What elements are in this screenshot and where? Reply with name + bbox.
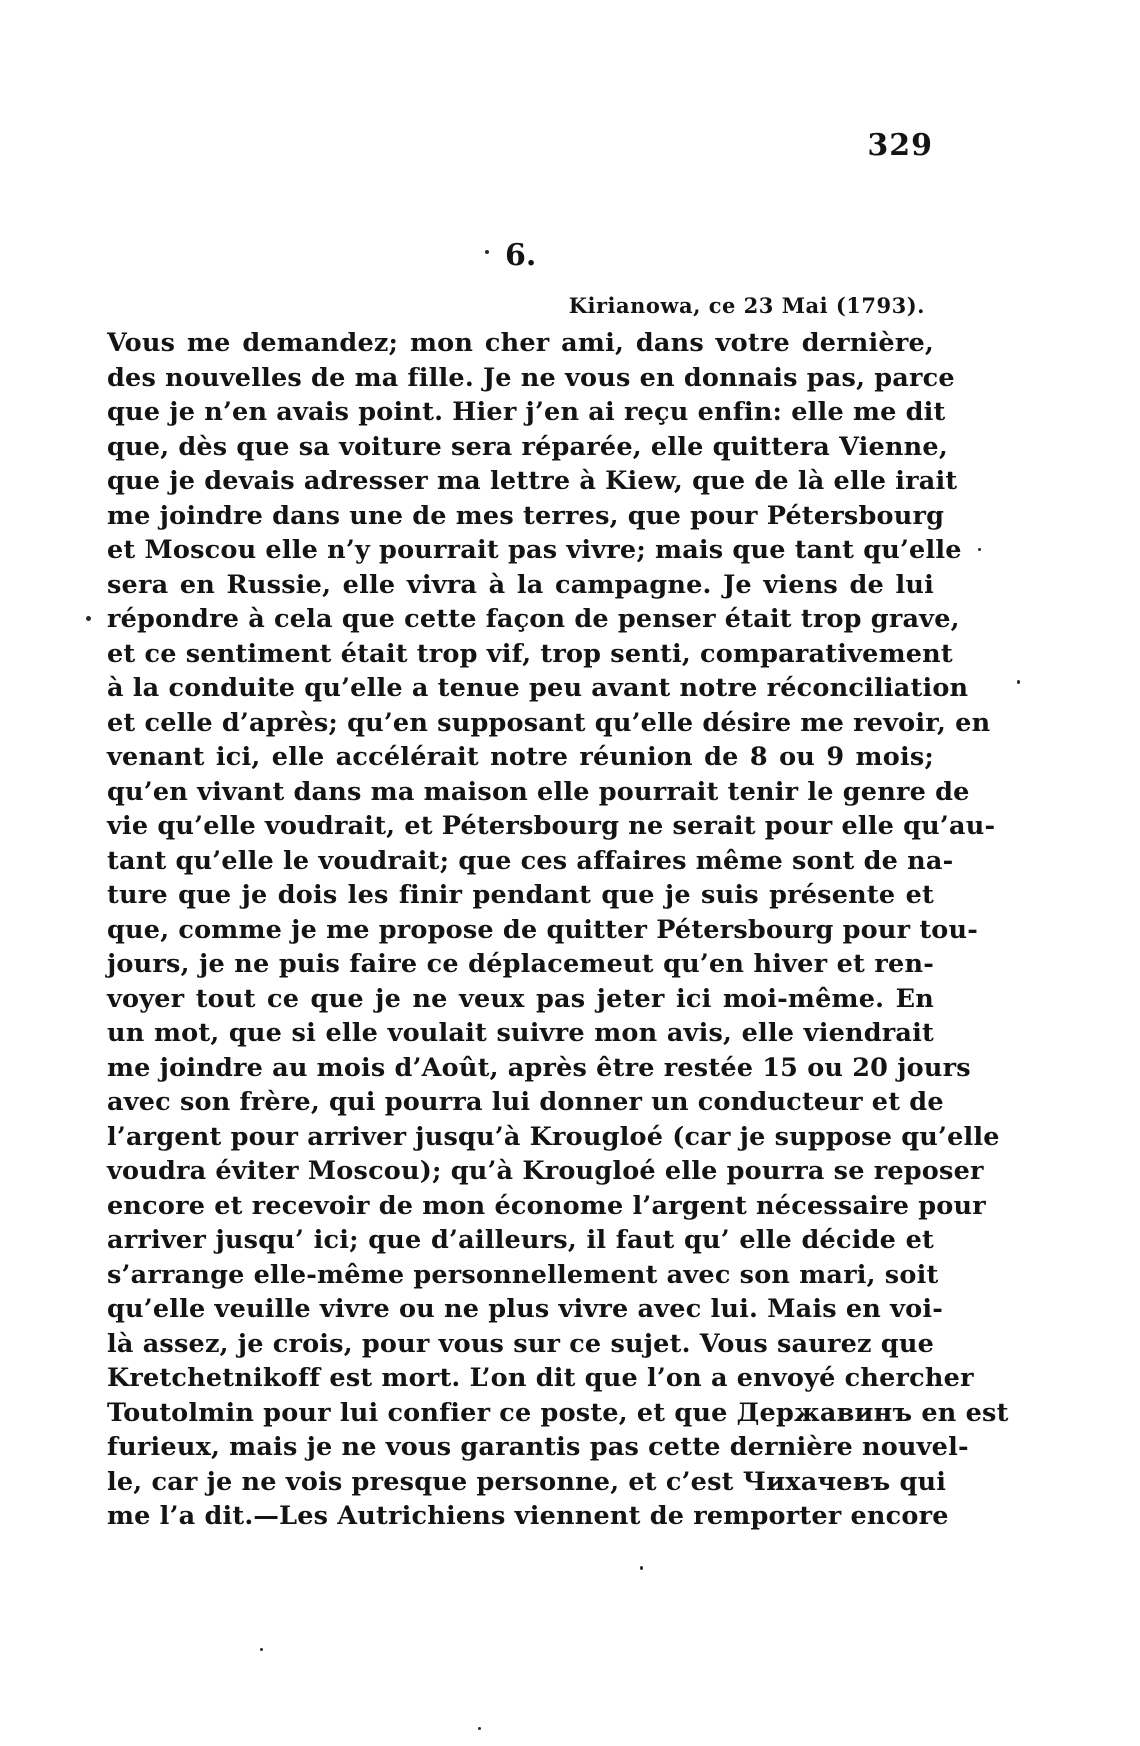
scan-speck bbox=[978, 548, 981, 551]
text-line: furieux, mais je ne vous garantis pas cette dernière nouvel- bbox=[107, 1432, 969, 1462]
text-line: que je n’en avais point. Hier j’en ai reçu enfin: elle me dit bbox=[107, 397, 946, 427]
text-line: me joindre dans une de mes terres, que pour Pétersbourg bbox=[107, 500, 945, 531]
text-line: jours, je ne puis faire ce déplacemeut qu’en hiver et ren- bbox=[107, 949, 934, 979]
text-line: et Moscou elle n’y pourrait pas vivre; mais que tant qu’elle bbox=[107, 535, 962, 565]
text-line: un mot, que si elle voulait suivre mon avis, elle viendrait bbox=[107, 1018, 934, 1048]
scan-speck bbox=[260, 1648, 263, 1651]
scan-speck bbox=[1017, 680, 1020, 684]
text-line: vie qu’elle voudrait, et Pétersbourg ne serait pour elle qu’au- bbox=[107, 811, 996, 841]
text-line: Toutolmin pour lui confier ce poste, et que Державинъ en est bbox=[107, 1397, 1009, 1428]
text-line: le, car je ne vois presque personne, et c’est Чихачевъ qui bbox=[107, 1466, 947, 1497]
letter-body bbox=[107, 326, 1009, 1534]
text-line: avec son frère, qui pourra lui donner un conducteur et de bbox=[107, 1087, 944, 1117]
scan-speck bbox=[478, 1727, 481, 1730]
text-line: Vous me demandez; mon cher ami, dans votre dernière, bbox=[107, 328, 934, 358]
text-line: que je devais adresser ma lettre à Kiew, que de là elle irait bbox=[107, 466, 958, 496]
scan-speck bbox=[640, 1566, 643, 1570]
text-line: qu’en vivant dans ma maison elle pourrait tenir le genre de bbox=[107, 776, 970, 807]
text-line: des nouvelles de ma fille. Je ne vous en donnais pas, parce bbox=[107, 362, 955, 393]
dateline: Kirianowa, ce 23 Mai (1793). bbox=[568, 293, 925, 318]
text-line: voudra éviter Moscou); qu’à Krougloé elle pourra se reposer bbox=[107, 1156, 984, 1186]
text-line: qu’elle veuille vivre ou ne plus vivre avec lui. Mais en voi- bbox=[107, 1294, 944, 1324]
text-line: arriver jusqu’ ici; que d’ailleurs, il faut qu’ elle décide et bbox=[107, 1225, 934, 1255]
text-line: ture que je dois les finir pendant que je suis présente et bbox=[107, 880, 934, 910]
text-line: voyer tout ce que je ne veux pas jeter ici moi-même. En bbox=[107, 983, 934, 1014]
text-line: à la conduite qu’elle a tenue peu avant notre réconciliation bbox=[107, 673, 969, 703]
text-line: me l’a dit.—Les Autrichiens viennent de remporter encore bbox=[107, 1501, 949, 1531]
text-line: tant qu’elle le voudrait; que ces affaires même sont de na- bbox=[107, 845, 954, 876]
text-line: et ce sentiment était trop vif, trop senti, comparativement bbox=[107, 638, 953, 669]
scan-speck bbox=[86, 616, 91, 621]
scan-speck bbox=[485, 250, 489, 254]
text-line: l’argent pour arriver jusqu’à Krougloé (car je suppose qu’elle bbox=[107, 1121, 1000, 1152]
text-line: là assez, je crois, pour vous sur ce sujet. Vous saurez que bbox=[107, 1328, 934, 1359]
text-line: Kretchetnikoff est mort. L’on dit que l’on a envoyé chercher bbox=[107, 1363, 974, 1393]
text-line: me joindre au mois d’Août, après être restée 15 ou 20 jours bbox=[107, 1052, 971, 1083]
text-line: répondre à cela que cette façon de penser était trop grave, bbox=[107, 604, 960, 634]
text-line: s’arrange elle-même personnellement avec son mari, soit bbox=[107, 1259, 939, 1290]
text-line: que, dès que sa voiture sera réparée, elle quittera Vienne, bbox=[107, 431, 948, 462]
page-number: 329 bbox=[867, 128, 933, 163]
text-line: encore et recevoir de mon économe l’argent nécessaire pour bbox=[107, 1190, 986, 1221]
text-line: sera en Russie, elle vivra à la campagne. Je viens de lui bbox=[107, 569, 934, 600]
text-line: et celle d’après; qu’en supposant qu’elle désire me revoir, en bbox=[107, 707, 991, 738]
text-line: venant ici, elle accélérait notre réunion de 8 ou 9 mois; bbox=[107, 742, 934, 772]
text-line: que, comme je me propose de quitter Pétersbourg pour tou- bbox=[107, 914, 979, 945]
letter-number: 6. bbox=[505, 238, 537, 273]
